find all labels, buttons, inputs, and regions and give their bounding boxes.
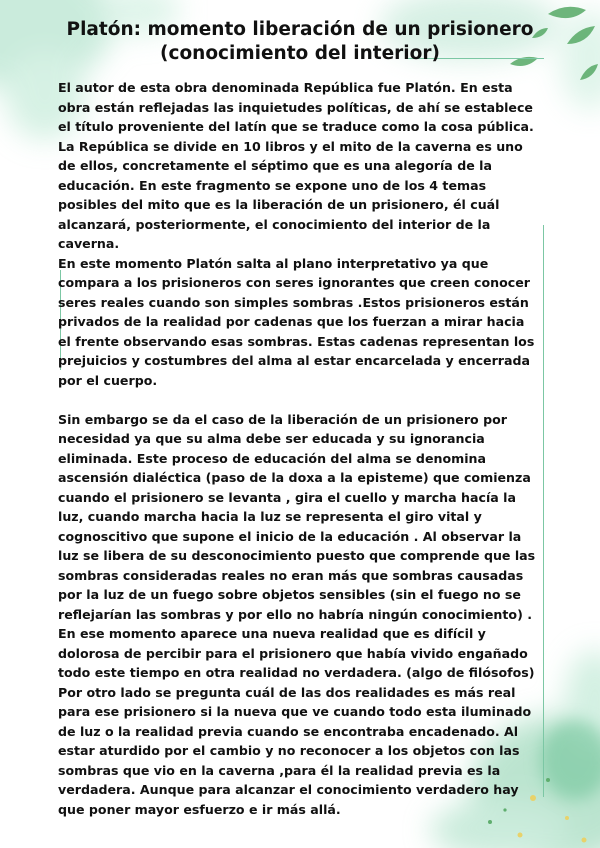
text-line: verdadera. Aunque para alcanzar el conocimiento verdadero hay <box>58 782 519 797</box>
text-line: sombras consideradas reales no eran más que sombras causadas <box>58 567 524 583</box>
text-line: el título proveniente del latín que se traduce como la cosa pública. <box>58 119 534 134</box>
paragraph-spacer <box>58 390 546 410</box>
text-line: necesidad ya que su alma debe ser educada y su ignorancia <box>58 431 485 446</box>
text-line: luz se libera de su desconocimiento puesto que comprende que las <box>58 548 536 563</box>
text-line: El autor de esta obra denominada República fue Platón. En esta <box>58 80 513 95</box>
text-line: dolorosa de percibir para el prisionero que había vivido engañado <box>58 645 528 661</box>
text-line: privados de la realidad por cadenas que los fuerzan a mirar hacia <box>58 314 525 329</box>
text-line: prejuicios y costumbres del alma al estar encarcelada y encerrada <box>58 353 531 368</box>
text-line: de ellos, concretamente el séptimo que es una alegoría de la <box>58 158 492 173</box>
text-line: para ese prisionero si la nueva que ve cuando todo esta iluminado <box>58 704 532 719</box>
text-line: todo este tiempo en otra realidad no verdadera. (algo de filósofos) <box>58 665 535 680</box>
text-line: Por otro lado se pregunta cuál de las dos realidades es más real <box>58 684 516 700</box>
text-line: caverna. <box>58 236 120 251</box>
text-line: eliminada. Este proceso de educación del alma se denomina <box>58 450 487 466</box>
page-title <box>60 18 540 66</box>
text-line: posibles del mito que es la liberación de un prisionero, él cuál <box>58 197 500 212</box>
text-line: obra están reflejadas las inquietudes políticas, de ahí se establece <box>58 99 533 115</box>
text-line: ascensión dialéctica (paso de la doxa a la episteme) que comienza <box>58 470 531 485</box>
text-line: el frente observando esas sombras. Estas cadenas representan los <box>58 333 535 349</box>
text-line: compara a los prisioneros con seres ignorantes que creen conocer <box>58 275 531 290</box>
text-line: En este momento Platón salta al plano interpretativo ya que <box>58 255 489 271</box>
text-line: reflejarían las sombras y por ello no habría ningún conocimiento) . <box>58 606 532 622</box>
text-line: cuando el prisionero se levanta , gira el cuello y marcha hacía la <box>58 489 516 505</box>
text-line: por el cuerpo. <box>58 372 158 388</box>
text-line: alcanzará, posteriormente, el conocimiento del interior de la <box>58 216 491 232</box>
text-line: seres reales cuando son simples sombras .Estos prisioneros están <box>58 294 529 310</box>
paragraph <box>58 410 546 820</box>
text-line: educación. En este fragmento se expone uno de los 4 temas <box>58 177 487 193</box>
text-line: cognoscitivo que supone el inicio de la educación . Al observar la <box>58 528 522 544</box>
text-line: por la luz de un fuego sobre objetos sensibles (sin el fuego no se <box>58 587 521 602</box>
document-body <box>58 78 546 819</box>
text-line: La República se divide en 10 libros y el mito de la caverna es uno <box>58 138 523 154</box>
text-line: En ese momento aparece una nueva realidad que es difícil y <box>58 626 486 641</box>
text-line: que poner mayor esfuerzo e ir más allá. <box>58 801 341 817</box>
title-line: Platón: momento liberación de un prisionero <box>66 19 534 40</box>
text-line: de luz o la realidad previa cuando se encontraba encadenado. Al <box>58 723 519 739</box>
paragraph <box>58 78 546 254</box>
text-line: luz, cuando marcha hacia la luz se representa el giro vital y <box>58 509 482 524</box>
title-line: (conocimiento del interior) <box>160 43 440 64</box>
text-line: sombras que vio en la caverna ,para él la realidad previa es la <box>58 762 501 778</box>
text-line: Sin embargo se da el caso de la liberación de un prisionero por <box>58 411 507 427</box>
paragraph <box>58 254 546 391</box>
text-line: estar aturdido por el cambio y no reconocer a los objetos con las <box>58 743 520 758</box>
